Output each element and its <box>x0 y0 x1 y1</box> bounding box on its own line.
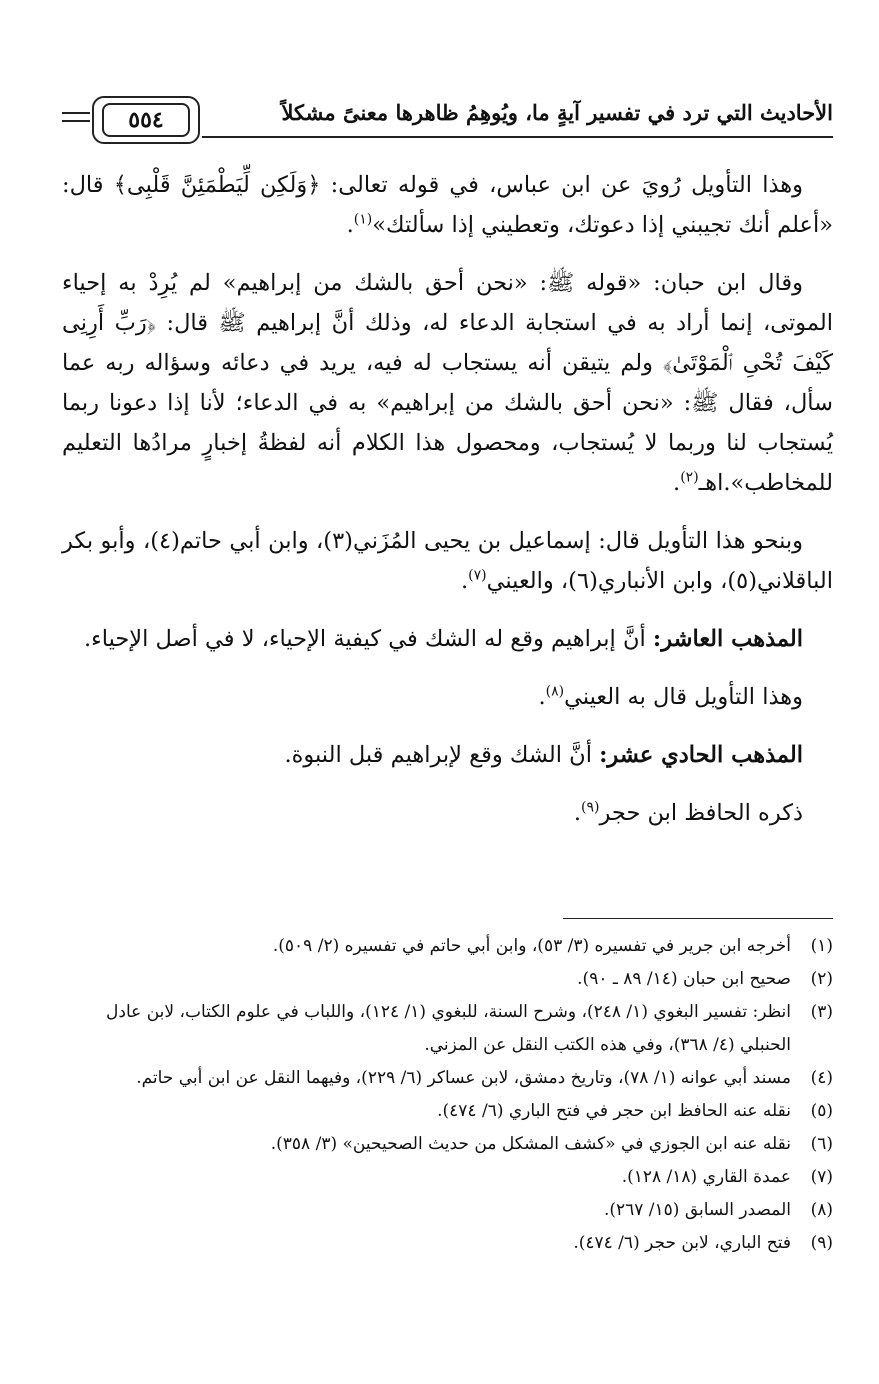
main-text <box>62 165 833 851</box>
footnote <box>62 1227 833 1260</box>
page-number: ٥٥٤ <box>102 103 190 137</box>
footnote-number: (٨) <box>810 1200 833 1220</box>
section-heading: المذهب الحادي عشر: <box>599 742 803 768</box>
paragraph <box>62 619 833 659</box>
paragraph-text: وهذا التأويل رُويَ عن ابن عباس، في قوله تعالى: ﴿وَلَكِن لِّيَطْمَئِنَّ قَلْبِى﴾ قال: «أعلم أنك تجيبني إذا دعوتك، وتعطيني إذا سألتك» <box>62 172 833 238</box>
paragraph-text: وقال ابن حبان: «قوله ﷺ: «نحن أحق بالشك من إبراهيم» لم يُرِدْ به إحياء الموتى، إنما أراد به في استجابة الدعاء له، وذلك أنَّ إبراهيم ﷺ قال: ﴿رَبِّ أَرِنِى كَيْفَ تُحْىِ ٱلْمَوْتَىٰ﴾ ولم يتيقن أنه يستجاب له فيه، يريد في دعائه وسؤاله ربه عما سأل، فقال ﷺ: «نحن أحق بالشك من إبراهيم» به في الدعاء؛ لأنا إذا دعونا ربما يُستجاب لنا وربما لا يُستجاب، ومحصول هذا الكلام أنه لفظةُ إخبارٍ مرادُها التعليم للمخاطب».اهـ <box>62 270 833 496</box>
footnote-text: نقله عنه ابن الجوزي في «كشف المشكل من حديث الصحيحين» (٣/ ٣٥٨). <box>270 1134 791 1154</box>
footnote-number: (٩) <box>810 1233 833 1253</box>
paragraph-tail: . <box>346 212 354 238</box>
section-heading: المذهب العاشر: <box>652 626 803 652</box>
footnote <box>62 930 833 963</box>
header-rule <box>62 120 90 122</box>
footnote-text: نقله عنه الحافظ ابن حجر في فتح الباري (٦/ ٤٧٤). <box>437 1101 791 1121</box>
footnote-separator <box>563 918 833 919</box>
footnote <box>62 1194 833 1227</box>
paragraph <box>62 735 833 775</box>
running-header <box>62 96 833 146</box>
page-number-badge <box>92 96 200 144</box>
footnote-text: فتح الباري، لابن حجر (٦/ ٤٧٤). <box>573 1233 791 1253</box>
paragraph-tail: . <box>673 470 681 496</box>
footnote <box>62 963 833 996</box>
paragraph <box>62 677 833 717</box>
header-underline <box>202 136 833 138</box>
footnote-number: (٢) <box>810 969 833 989</box>
paragraph-text: أنَّ إبراهيم وقع له الشك في كيفية الإحياء، لا في أصل الإحياء. <box>83 626 653 652</box>
footnote-ref: (٩) <box>581 799 600 816</box>
paragraph-text: أنَّ الشك وقع لإبراهيم قبل النبوة. <box>284 742 600 768</box>
footnote-number: (٣) <box>810 1002 833 1022</box>
footnote-text: أخرجه ابن جرير في تفسيره (٣/ ٥٣)، وابن أبي حاتم في تفسيره (٢/ ٥٠٩). <box>272 936 791 956</box>
footnote-number: (٧) <box>810 1167 833 1187</box>
paragraph <box>62 165 833 245</box>
footnote-text: انظر: تفسير البغوي (١/ ٢٤٨)، وشرح السنة، للبغوي (١/ ١٢٤)، واللباب في علوم الكتاب، لابن عادل الحنبلي (٤/ ٣٦٨)، وفي هذه الكتب النقل عن المزني. <box>106 1002 791 1055</box>
footnote <box>62 1062 833 1095</box>
footnote <box>62 996 833 1062</box>
footnote-number: (٥) <box>810 1101 833 1121</box>
footnote-ref: (٨) <box>545 683 565 700</box>
footnote-ref: (٧) <box>468 567 487 584</box>
footnote-text: عمدة القاري (١٨/ ١٢٨). <box>621 1167 791 1187</box>
paragraph-tail: . <box>538 684 546 710</box>
footnote-ref: (١) <box>353 211 373 228</box>
footnote-number: (٦) <box>810 1134 833 1154</box>
paragraph-text: وبنحو هذا التأويل قال: إسماعيل بن يحيى المُزَني(٣)، وابن أبي حاتم(٤)، وأبو بكر الباقلاني(٥)، وابن الأنباري(٦)، والعيني <box>62 528 833 594</box>
footnote-text: مسند أبي عوانه (١/ ٧٨)، وتاريخ دمشق، لابن عساكر (٦/ ٢٢٩)، وفيهما النقل عن ابن أبي حاتم. <box>136 1068 791 1088</box>
paragraph-text: وهذا التأويل قال به العيني <box>564 684 803 710</box>
header-title: الأحاديث التي ترد في تفسير آيةٍ ما، ويُوهِمُ ظاهرها معنىً مشكلاً <box>281 100 833 125</box>
footnotes <box>62 930 833 1260</box>
paragraph-tail: . <box>573 800 582 826</box>
paragraph <box>62 521 833 601</box>
footnote <box>62 1128 833 1161</box>
footnote-text: صحيح ابن حبان (١٤/ ٨٩ ـ ٩٠). <box>577 969 791 989</box>
footnote-number: (٤) <box>810 1068 833 1088</box>
footnote <box>62 1095 833 1128</box>
header-rule <box>62 112 90 114</box>
footnote-text: المصدر السابق (١٥/ ٢٦٧). <box>603 1200 791 1220</box>
footnote <box>62 1161 833 1194</box>
paragraph-text: ذكره الحافظ ابن حجر <box>599 800 803 826</box>
paragraph <box>62 263 833 503</box>
paragraph <box>62 793 833 833</box>
footnote-ref: (٢) <box>680 469 699 486</box>
footnote-number: (١) <box>810 936 833 956</box>
paragraph-tail: . <box>460 568 469 594</box>
